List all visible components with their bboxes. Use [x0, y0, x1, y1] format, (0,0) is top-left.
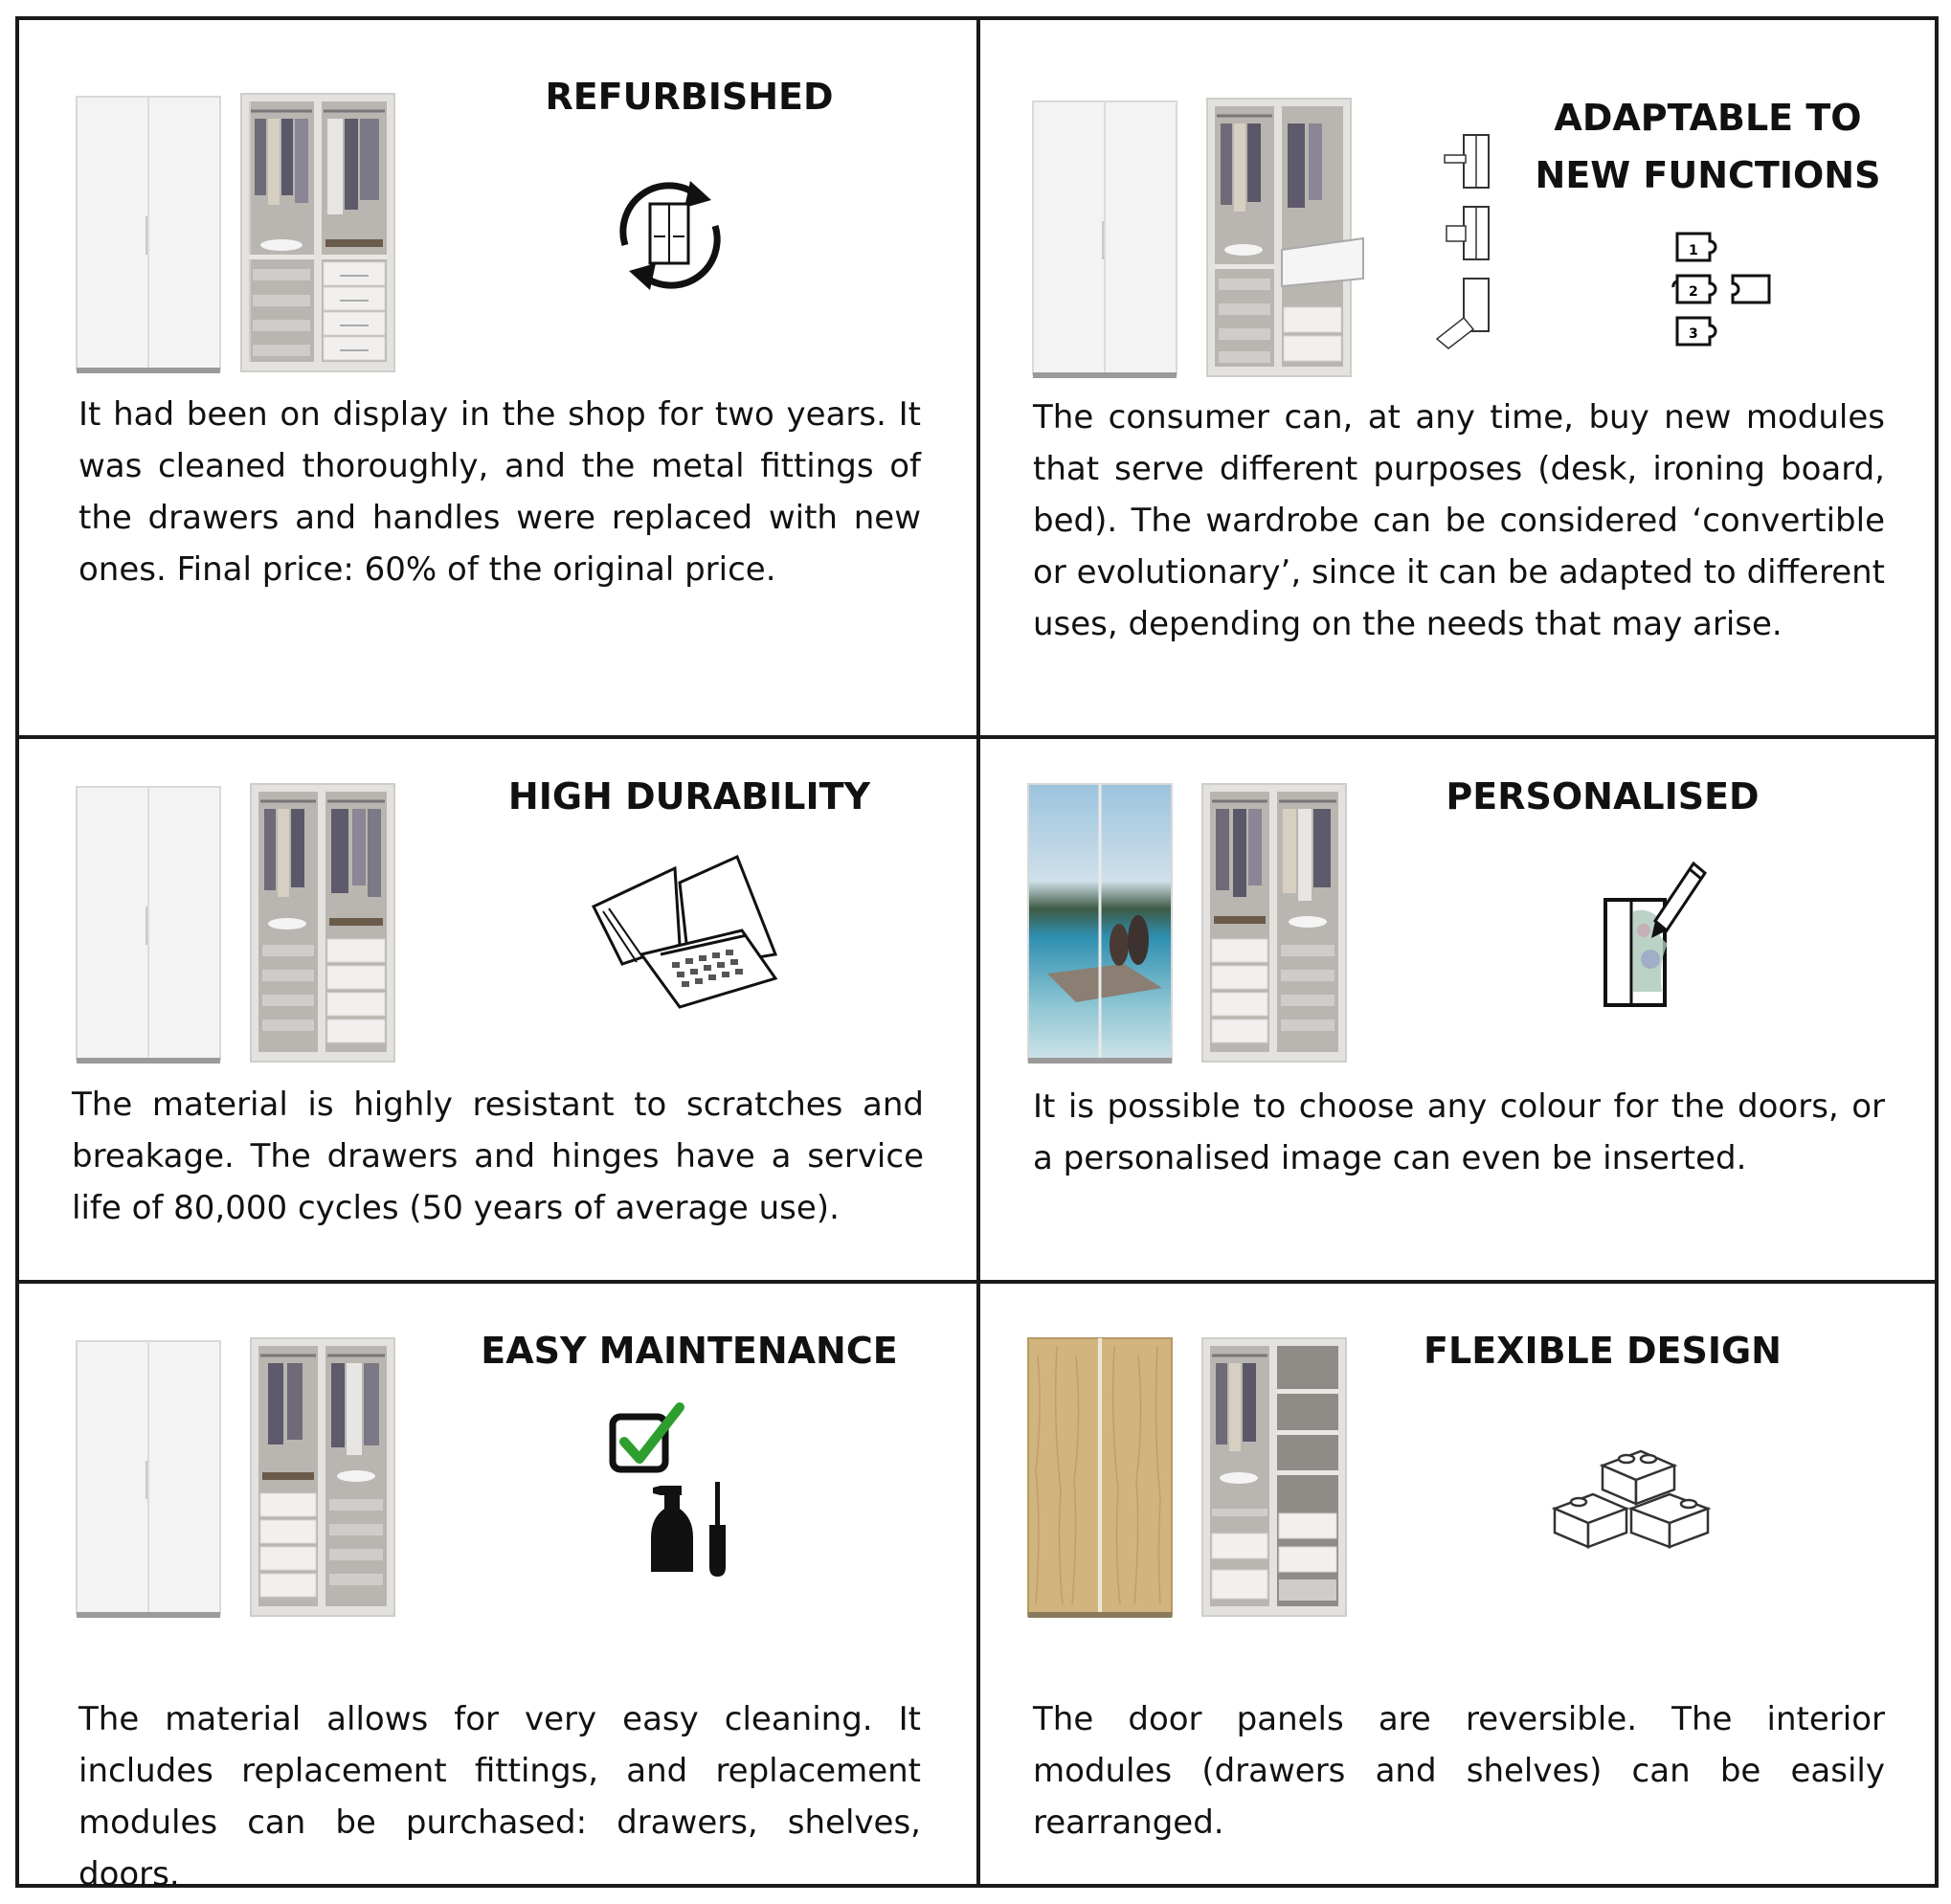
recycle-arrows-wardrobe-icon	[608, 173, 732, 298]
cell-description: The consumer can, at any time, buy new modules that serve different purposes (desk, ironing board, bed). The wardrobe can be considered ‘convertible or evolutionary’, since it can be adapted to different uses, depending on the needs that may arise.	[1033, 398, 1885, 643]
wardrobe-image	[67, 763, 431, 1079]
cell-description: It had been on display in the shop for two years. It was cleaned thoroughly, and the metal fittings of the drawers and handles were replaced with new ones. Final price: 60% of the original price.	[78, 395, 921, 589]
cell-title: HIGH DURABILITY	[507, 775, 871, 818]
cell-title: REFURBISHED	[545, 76, 834, 118]
building-blocks-icon	[1536, 1427, 1727, 1561]
cell-adaptable	[980, 20, 1939, 735]
title-line: ADAPTABLE TO	[1554, 97, 1862, 139]
cell-high-durability	[19, 739, 976, 1280]
pencil-door-icon	[1598, 854, 1713, 1017]
calendar-icon	[584, 849, 785, 1012]
puzzle-label: 1	[1689, 243, 1698, 258]
title-line: NEW FUNCTIONS	[1535, 154, 1881, 196]
module-options-icon	[1435, 130, 1507, 360]
cell-description: It is possible to choose any colour for the doors, or a personalised image can even be inserted.	[1033, 1087, 1885, 1177]
puzzle-label: 3	[1689, 326, 1698, 342]
cell-flexible-design	[980, 1284, 1939, 1888]
checkbox-spray-screwdriver-icon	[594, 1394, 756, 1585]
wardrobe-image	[1019, 763, 1382, 1079]
features-table	[15, 16, 1939, 1893]
wardrobe-image	[1019, 1317, 1382, 1633]
cell-personalised	[980, 739, 1939, 1280]
cell-refurbished	[19, 20, 976, 735]
cell-description: The material is highly resistant to scratches and breakage. The drawers and hinges have a service life of 80,000 cycles (50 years of average use).	[72, 1086, 924, 1227]
cell-description: The door panels are reversible. The interior modules (drawers and shelves) can be easily rearranged.	[1033, 1700, 1885, 1842]
cell-easy-maintenance	[19, 1284, 976, 1893]
cell-title: EASY MAINTENANCE	[481, 1330, 898, 1372]
wardrobe-image	[67, 1317, 431, 1633]
cell-title: PERSONALISED	[1446, 775, 1760, 818]
cell-title: FLEXIBLE DESIGN	[1424, 1330, 1782, 1372]
wardrobe-image	[67, 73, 431, 389]
puzzle-label: 2	[1689, 284, 1698, 300]
cell-title	[1497, 89, 1918, 204]
puzzle-pieces-icon	[1670, 226, 1784, 360]
cell-description: The material allows for very easy cleaning. It includes replacement fittings, and replacement modules can be purchased: drawers, shelves, doors.	[78, 1700, 921, 1893]
wardrobe-image	[1023, 78, 1368, 393]
